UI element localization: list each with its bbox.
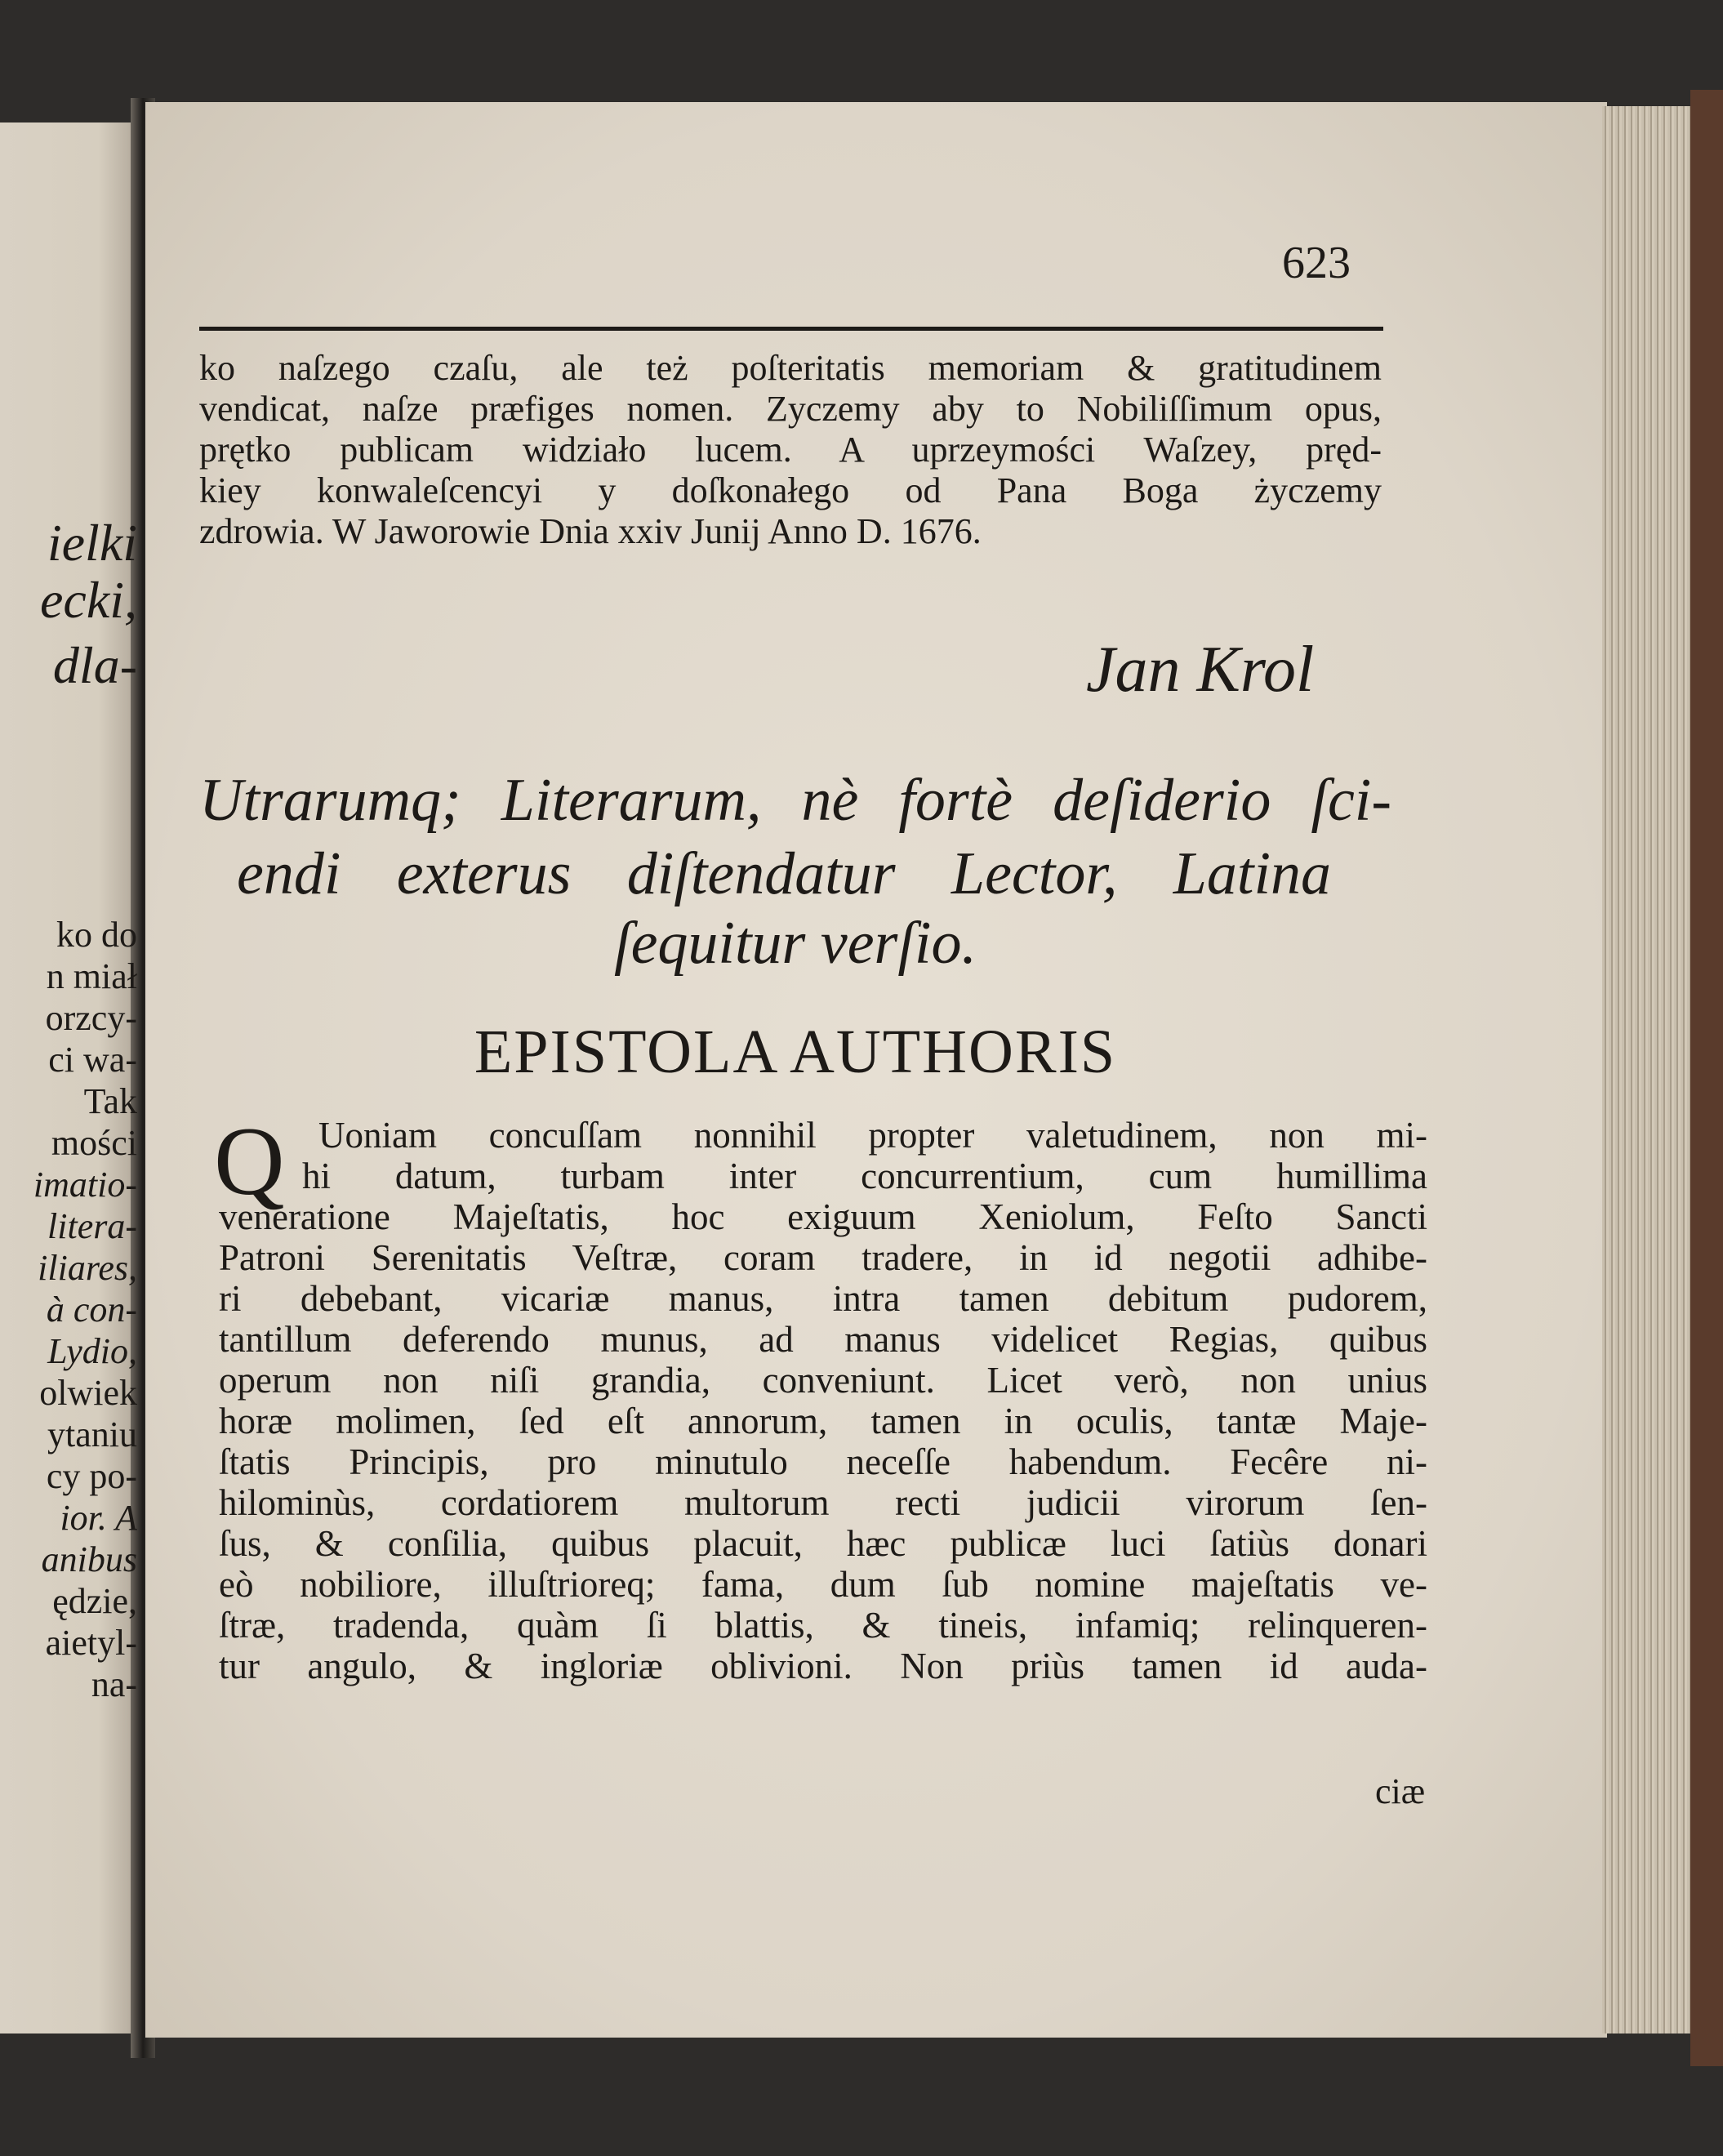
- left-page-fragment: dla-: [52, 637, 137, 694]
- body-line: tur angulo, & ingloriæ oblivioni. Non priùs tamen id auda-: [219, 1646, 1427, 1686]
- left-page-fragment: mości: [51, 1123, 137, 1163]
- body-line: ſtatis Principis, pro minutulo neceſſe habendum. Fecêre ni-: [219, 1441, 1427, 1482]
- polish-line: prętko publicam widziało lucem. A uprzeymości Waſzey, pręd-: [199, 430, 1382, 470]
- page-number: 623: [1282, 238, 1351, 288]
- left-page-fragment: imatio-: [33, 1165, 137, 1205]
- polish-line: kiey konwaleſcencyi y doſkonałego od Pana Boga życzemy: [199, 470, 1382, 510]
- body-line: ri debebant, vicariæ manus, intra tamen debitum pudorem,: [219, 1278, 1427, 1319]
- left-page-fragment: cy po-: [46, 1456, 137, 1496]
- signature: Jan Krol: [1086, 634, 1315, 706]
- body-line: hi datum, turbam inter concurrentium, cum humillima: [302, 1156, 1427, 1196]
- left-page-fragment: orzcy-: [45, 998, 137, 1038]
- latin-heading-line: endi exterus diſtendatur Lector, Latina: [237, 840, 1331, 907]
- left-page-fragment: litera-: [47, 1206, 137, 1246]
- body-line: operum non niſi grandia, conveniunt. Licet verò, non unius: [219, 1360, 1427, 1401]
- left-page-fragment: ielki: [47, 514, 137, 572]
- page-edges: [1602, 106, 1690, 2034]
- left-page-fragment: olwiek: [39, 1373, 137, 1413]
- body-line: ſtræ, tradenda, quàm ſi blattis, & tineis, infamiq; relinqueren-: [219, 1605, 1427, 1646]
- left-page-fragment: à con-: [46, 1290, 137, 1330]
- polish-line: zdrowia. W Jaworowie Dnia xxiv Junij Anno D. 1676.: [199, 511, 982, 551]
- left-page-fragment: ytaniu: [47, 1414, 137, 1454]
- body-line: Uoniam concuſſam nonnihil propter valetudinem, non mi-: [318, 1115, 1427, 1156]
- left-page-fragment: Lydio,: [47, 1331, 137, 1371]
- section-title: EPISTOLA AUTHORIS: [474, 1018, 1117, 1086]
- drop-cap: Q: [214, 1107, 285, 1215]
- polish-line: vendicat, naſze præfiges nomen. Zyczemy aby to Nobiliſſimum opus,: [199, 389, 1382, 429]
- body-line: eò nobiliore, illuſtrioreq; fama, dum ſub nomine majeſtatis ve-: [219, 1564, 1427, 1605]
- body-line: ſus, & conſilia, quibus placuit, hæc publicæ luci ſatiùs donari: [219, 1523, 1427, 1564]
- left-page-fragment: iliares,: [38, 1248, 137, 1288]
- polish-line: ko naſzego czaſu, ale też poſteritatis memoriam & gratitudinem: [199, 348, 1382, 388]
- body-line: Patroni Serenitatis Veſtræ, coram tradere, in id negotii adhibe-: [219, 1237, 1427, 1278]
- left-page-fragment: anibus: [41, 1539, 137, 1579]
- left-page-fragment: ecki,: [40, 572, 137, 629]
- catchword: ciæ: [1375, 1771, 1426, 1811]
- left-page-fragment: ko do: [56, 915, 137, 955]
- left-page-fragment: n miał: [46, 956, 137, 996]
- latin-heading-line: Utrarumq; Literarum, nè fortè deſiderio ſci-: [199, 767, 1391, 834]
- body-line: veneratione Majeſtatis, hoc exiguum Xeniolum, Feſto Sancti: [219, 1196, 1427, 1237]
- book-cover-edge: [1690, 90, 1723, 2066]
- left-page-fragment: aietyl-: [45, 1623, 137, 1663]
- left-page-fragment: na-: [91, 1664, 137, 1704]
- latin-heading-line: ſequitur verſio.: [614, 910, 977, 977]
- left-page-fragment: ędzie,: [52, 1581, 137, 1621]
- body-line: hilominùs, cordatiorem multorum recti judicii virorum ſen-: [219, 1482, 1427, 1523]
- body-line: horæ molimen, ſed eſt annorum, tamen in oculis, tantæ Maje-: [219, 1401, 1427, 1441]
- left-page-fragment: ci wa-: [48, 1040, 137, 1080]
- body-line: tantillum deferendo munus, ad manus videlicet Regias, quibus: [219, 1319, 1427, 1360]
- header-rule: [199, 327, 1383, 331]
- left-page-fragment: ior. A: [60, 1498, 137, 1538]
- left-page-fragment: Tak: [83, 1081, 137, 1121]
